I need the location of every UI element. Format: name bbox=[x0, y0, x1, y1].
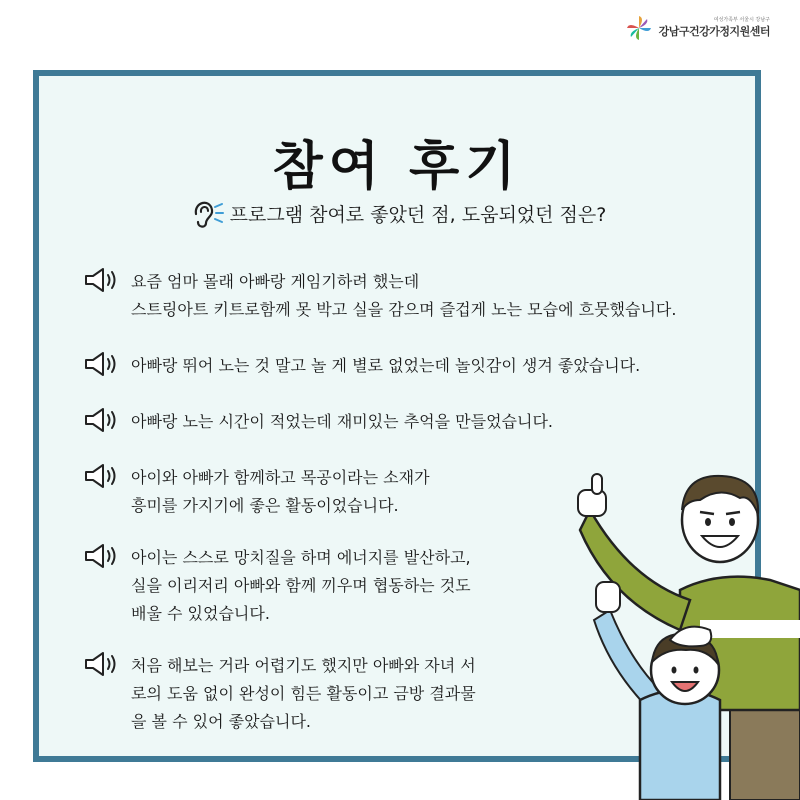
speaker-icon bbox=[83, 350, 119, 378]
review-item bbox=[83, 352, 640, 380]
review-line: 요즘 엄마 몰래 아빠랑 게임기하려 했는데 bbox=[131, 272, 420, 291]
speaker-icon bbox=[83, 462, 119, 490]
review-line: 실을 이리저리 아빠와 함께 끼우며 협동하는 것도 bbox=[131, 576, 471, 595]
dad-and-child-illustration bbox=[570, 470, 800, 800]
review-line: 배울 수 있었습니다. bbox=[131, 604, 270, 623]
review-item bbox=[83, 652, 476, 736]
speaker-icon bbox=[83, 406, 119, 434]
subtitle-row bbox=[39, 196, 755, 230]
review-line: 아빠랑 뛰어 노는 것 말고 놀 게 별로 없었는데 놀잇감이 생겨 좋았습니다. bbox=[131, 356, 641, 375]
pinwheel-icon bbox=[625, 14, 653, 42]
review-line: 아이는 스스로 망치질을 하며 에너지를 발산하고, bbox=[131, 548, 471, 567]
speaker-icon bbox=[83, 650, 119, 678]
center-logo bbox=[625, 14, 770, 42]
logo-name: 강남구건강가정지원센터 bbox=[658, 25, 770, 38]
review-line: 스트링아트 키트로함께 못 박고 실을 감으며 즐겁게 노는 모습에 흐뭇했습니다. bbox=[131, 300, 677, 319]
subtitle: 프로그램 참여로 좋았던 점, 도움되었던 점은? bbox=[229, 203, 607, 226]
page-title: 참여 후기 bbox=[272, 137, 522, 197]
review-line: 아이와 아빠가 함께하고 목공이라는 소재가 bbox=[131, 468, 430, 487]
ear-icon bbox=[188, 196, 224, 230]
review-item bbox=[83, 408, 553, 436]
review-line: 처음 해보는 거라 어렵기도 했지만 아빠와 자녀 서 bbox=[131, 656, 476, 675]
review-item bbox=[83, 268, 676, 324]
review-line: 을 볼 수 있어 좋았습니다. bbox=[131, 712, 311, 731]
speaker-icon bbox=[83, 542, 119, 570]
review-line: 흥미를 가지기에 좋은 활동이었습니다. bbox=[131, 496, 399, 515]
speaker-icon bbox=[83, 266, 119, 294]
logo-subtext: 여성가족부 서울시 강남구 bbox=[713, 17, 770, 23]
review-item bbox=[83, 464, 430, 520]
review-line: 아빠랑 노는 시간이 적었는데 재미있는 추억을 만들었습니다. bbox=[131, 412, 554, 431]
review-line: 로의 도움 없이 완성이 힘든 활동이고 금방 결과물 bbox=[131, 684, 476, 703]
review-item bbox=[83, 544, 471, 628]
